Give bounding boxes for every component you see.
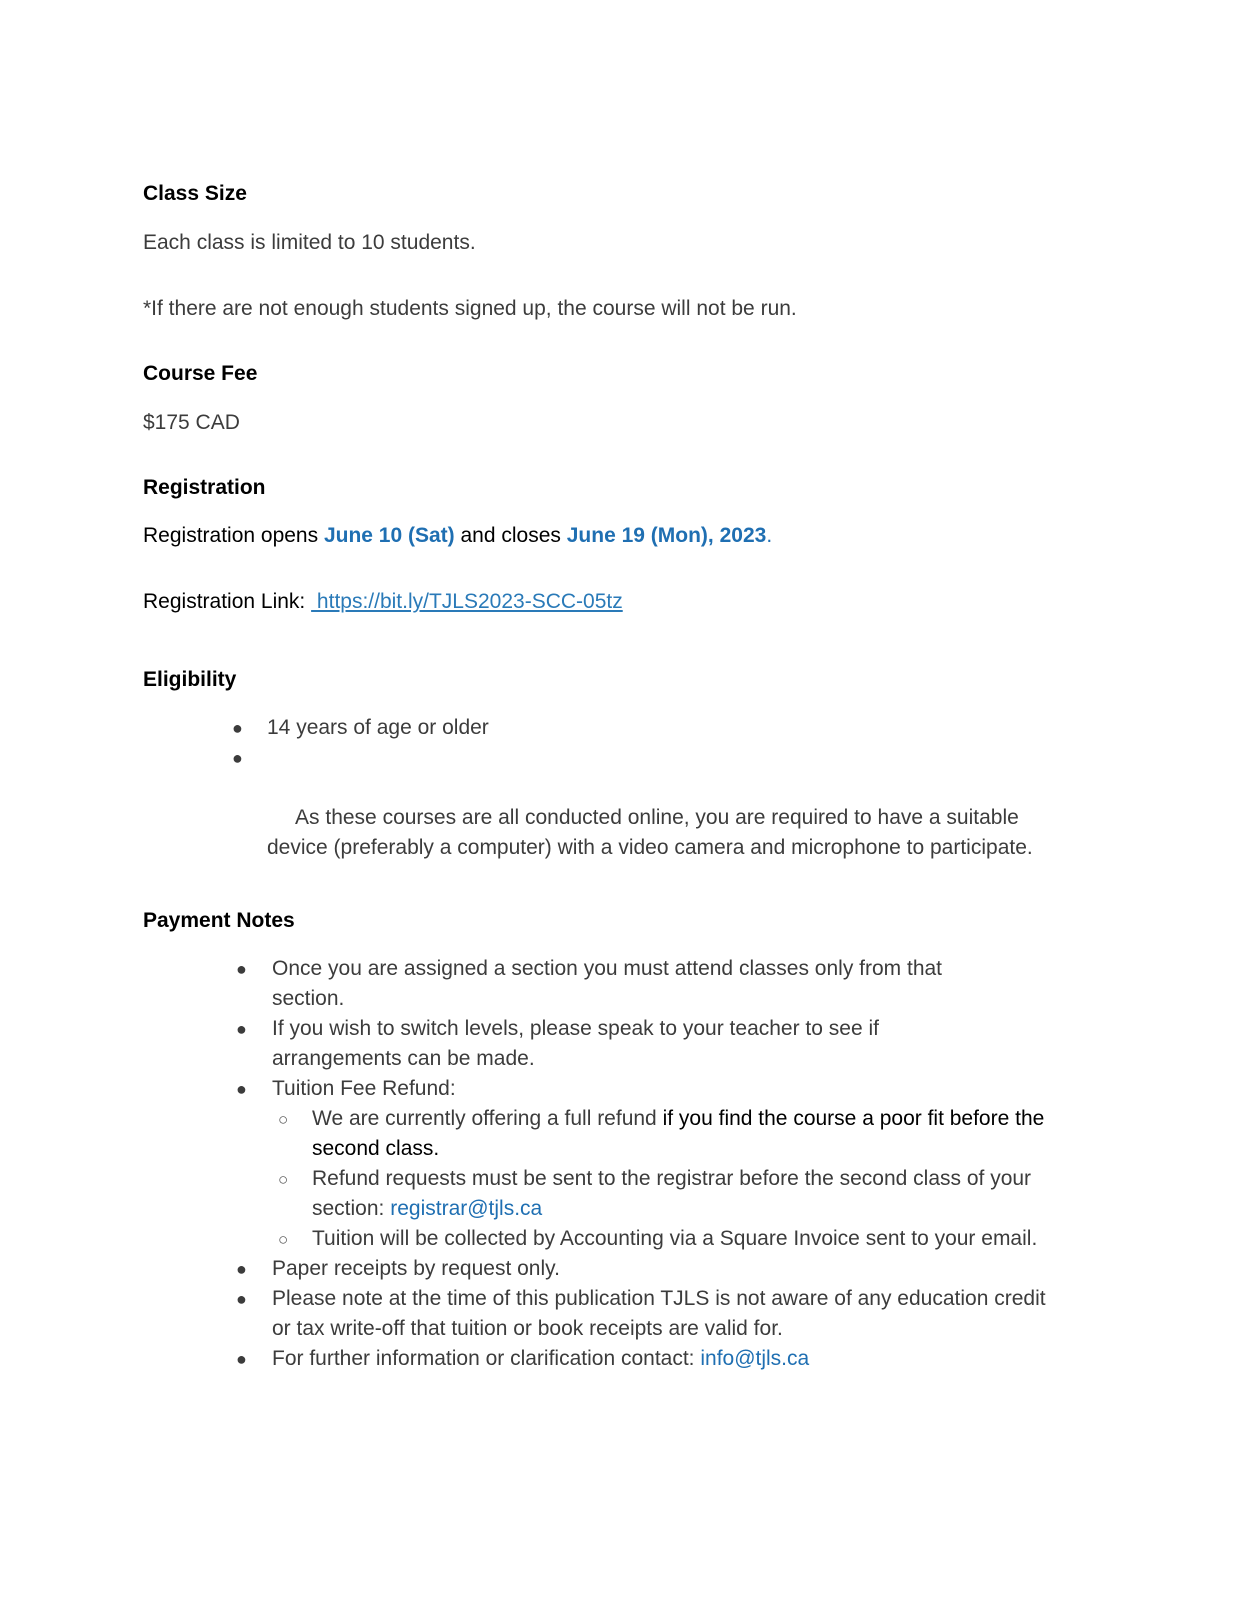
registration-heading: Registration (143, 476, 266, 499)
list-item (236, 1344, 1072, 1374)
payment-note-switch-levels: If you wish to switch levels, please speak to your teacher to see if arrangements can be made. (272, 1017, 879, 1070)
registration-link-label: Registration Link: (143, 590, 312, 613)
list-item (236, 1014, 952, 1074)
bullet-icon: ● (236, 1259, 247, 1279)
registration-link[interactable]: https://bit.ly/TJLS2023-SCC-05tz (311, 590, 623, 613)
bullet-icon: ● (236, 1079, 247, 1099)
tuition-collection-text: Tuition will be collected by Accounting via a Square Invoice sent to your email. (312, 1227, 1038, 1250)
eligibility-list (232, 713, 1077, 893)
payment-note-tax: Please note at the time of this publication TJLS is not aware of any education credit or tax write-off that tuition or book receipts are valid for. (272, 1287, 1046, 1340)
bullet-icon: ● (236, 959, 247, 979)
eligibility-heading: Eligibility (143, 668, 237, 691)
sub-bullet-icon: ○ (278, 1110, 289, 1129)
list-item (236, 1254, 1072, 1284)
list-item (232, 713, 1077, 743)
registrar-email-link[interactable]: registrar@tjls.ca (390, 1197, 543, 1220)
registration-closes-label: and closes (454, 524, 567, 547)
class-size-limit-text: Each class is limited to 10 students. (143, 231, 476, 254)
bullet-icon: ● (236, 1349, 247, 1369)
bullet-icon: ● (232, 718, 243, 738)
course-fee-amount: $175 CAD (143, 411, 240, 434)
payment-note-refund: Tuition Fee Refund: (272, 1077, 456, 1100)
class-size-minimum-note: *If there are not enough students signed up, the course will not be run. (143, 297, 797, 320)
refund-request-text: Refund requests must be sent to the registrar before the second class of your section: (312, 1167, 1032, 1220)
payment-notes-list (236, 954, 1072, 1374)
bullet-icon: ● (236, 1289, 247, 1309)
registration-open-date: June 10 (Sat) (323, 524, 455, 547)
course-fee-heading: Course Fee (143, 362, 258, 385)
list-item (232, 743, 1077, 893)
list-item (236, 954, 1012, 1014)
refund-offer-condition: if you find the course a poor fit before the second class. (312, 1107, 1045, 1160)
list-item (278, 1224, 1052, 1254)
payment-notes-heading: Payment Notes (143, 909, 295, 932)
registration-period: . (766, 524, 773, 547)
list-item (236, 1284, 1062, 1344)
sub-bullet-icon: ○ (278, 1170, 289, 1189)
payment-note-section: Once you are assigned a section you must attend classes only from that section. (272, 957, 943, 1010)
list-item (278, 1164, 1052, 1224)
eligibility-item-device: As these courses are all conducted online, you are required to have a suitable device (preferably a computer) with a video camera and microphone to participate. (267, 806, 1033, 859)
refund-sublist (272, 1104, 1072, 1254)
registration-opens-label: Registration opens (143, 524, 324, 547)
registration-dates (143, 524, 772, 548)
bullet-icon: ● (236, 1019, 247, 1039)
payment-note-contact: For further information or clarification contact: (272, 1347, 701, 1370)
class-size-heading: Class Size (143, 182, 247, 205)
registration-close-date: June 19 (Mon), 2023 (566, 524, 767, 547)
registration-link-line (143, 590, 623, 614)
refund-offer-text: We are currently offering a full refund (312, 1107, 663, 1130)
bullet-icon: ● (232, 748, 243, 768)
list-item (236, 1074, 1072, 1254)
info-email-link[interactable]: info@tjls.ca (700, 1347, 810, 1370)
payment-note-receipts: Paper receipts by request only. (272, 1257, 560, 1280)
eligibility-item-age: 14 years of age or older (267, 716, 489, 739)
sub-bullet-icon: ○ (278, 1230, 289, 1249)
list-item (278, 1104, 1072, 1164)
